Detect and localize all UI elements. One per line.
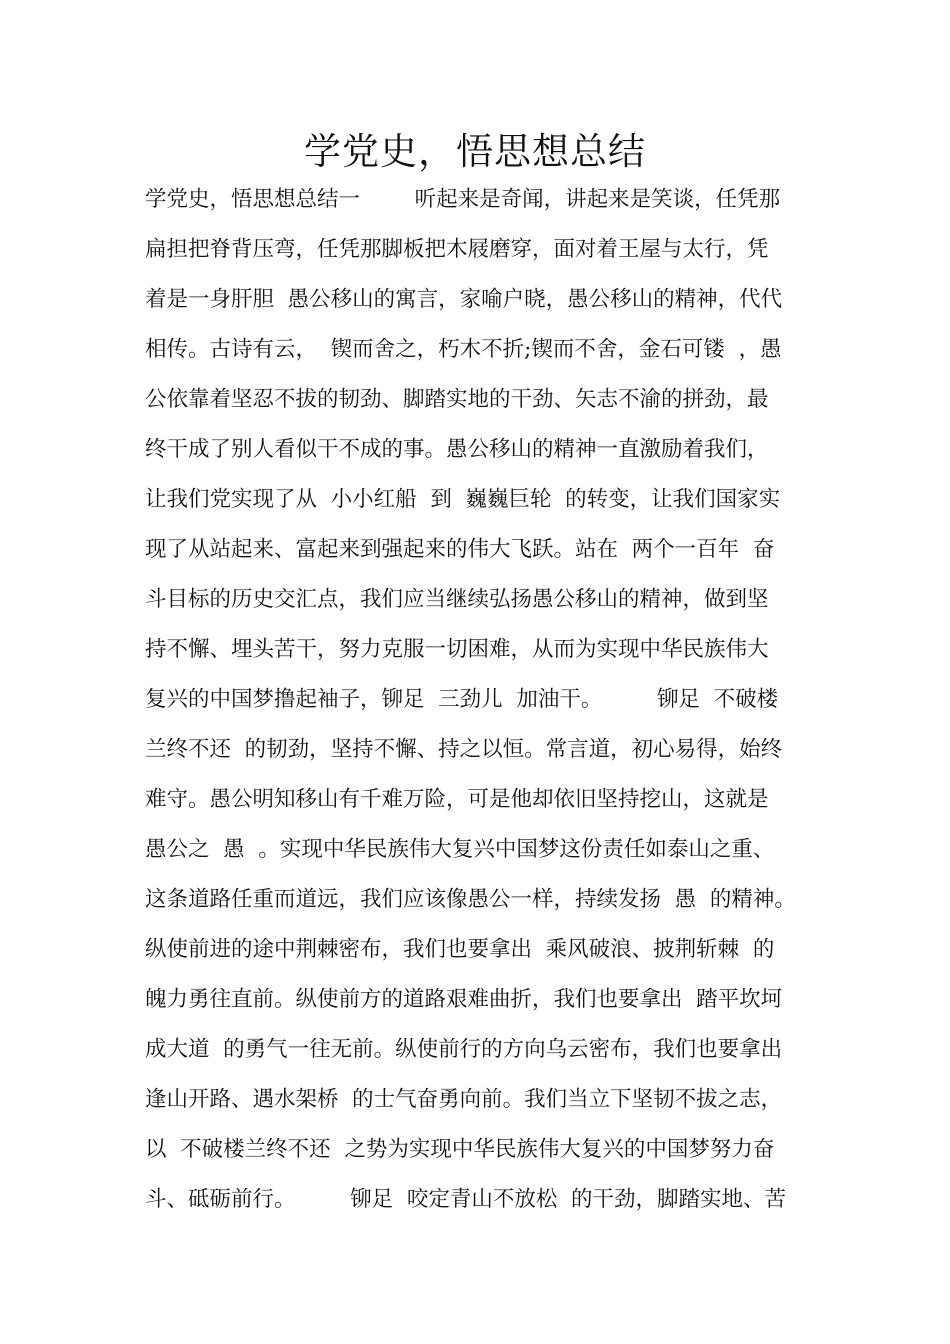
body-line: 斗、砥砺前行。 铆足 咬定青山不放松 的干劲，脚踏实地、苦	[145, 1187, 787, 1212]
body-line: 魄力勇往直前。纵使前方的道路艰难曲折，我们也要拿出 踏平坎坷	[145, 987, 783, 1012]
body-line: 持不懈、埋头苦干，努力克服一切困难，从而为实现中华民族伟大	[145, 637, 769, 662]
body-line: 逢山开路、遇水架桥 的士气奋勇向前。我们当立下坚韧不拔之志，	[145, 1087, 783, 1112]
body-line: 这条道路任重而道远，我们应该像愚公一样，持续发扬 愚 的精神。	[145, 887, 796, 912]
body-line: 复兴的中国梦撸起袖子，铆足 三劲儿 加油干。 铆足 不破楼	[145, 687, 779, 712]
body-line: 难守。愚公明知移山有千难万险，可是他却依旧坚持挖山，这就是	[145, 787, 769, 812]
body-line: 兰终不还 的韧劲，坚持不懈、持之以恒。常言道，初心易得，始终	[145, 737, 783, 762]
body-line: 愚公之 愚 。实现中华民族伟大复兴中国梦这份责任如泰山之重、	[145, 837, 775, 862]
body-line: 现了从站起来、富起来到强起来的伟大飞跃。站在 两个一百年 奋	[145, 537, 775, 562]
body-line: 相传。古诗有云， 锲而舍之，朽木不折;锲而不舍，金石可镂 ，愚	[145, 337, 782, 362]
body-line: 以 不破楼兰终不还 之势为实现中华民族伟大复兴的中国梦努力奋	[145, 1137, 775, 1162]
document-title: 学党史，悟思想总结	[304, 130, 646, 173]
body-line: 斗目标的历史交汇点，我们应当继续弘扬愚公移山的精神，做到坚	[145, 587, 769, 612]
body-line: 学党史，悟思想总结一 听起来是奇闻，讲起来是笑谈，任凭那	[145, 187, 781, 212]
body-line: 让我们党实现了从 小小红船 到 巍巍巨轮 的转变，让我们国家实	[145, 487, 781, 512]
body-line: 终干成了别人看似干不成的事。愚公移山的精神一直激励着我们，	[145, 437, 769, 462]
body-line: 纵使前进的途中荆棘密布，我们也要拿出 乘风破浪、披荆斩棘 的	[145, 937, 775, 962]
body-line: 着是一身肝胆 愚公移山的寓言，家喻户晓，愚公移山的精神，代代	[145, 287, 783, 312]
body-line: 公依靠着坚忍不拔的韧劲、脚踏实地的干劲、矢志不渝的拼劲，最	[145, 387, 769, 412]
body-line: 扁担把脊背压弯，任凭那脚板把木屐磨穿，面对着王屋与太行，凭	[145, 237, 769, 262]
document-body	[145, 182, 825, 1232]
body-line: 成大道 的勇气一往无前。纵使前行的方向乌云密布，我们也要拿出	[145, 1037, 783, 1062]
